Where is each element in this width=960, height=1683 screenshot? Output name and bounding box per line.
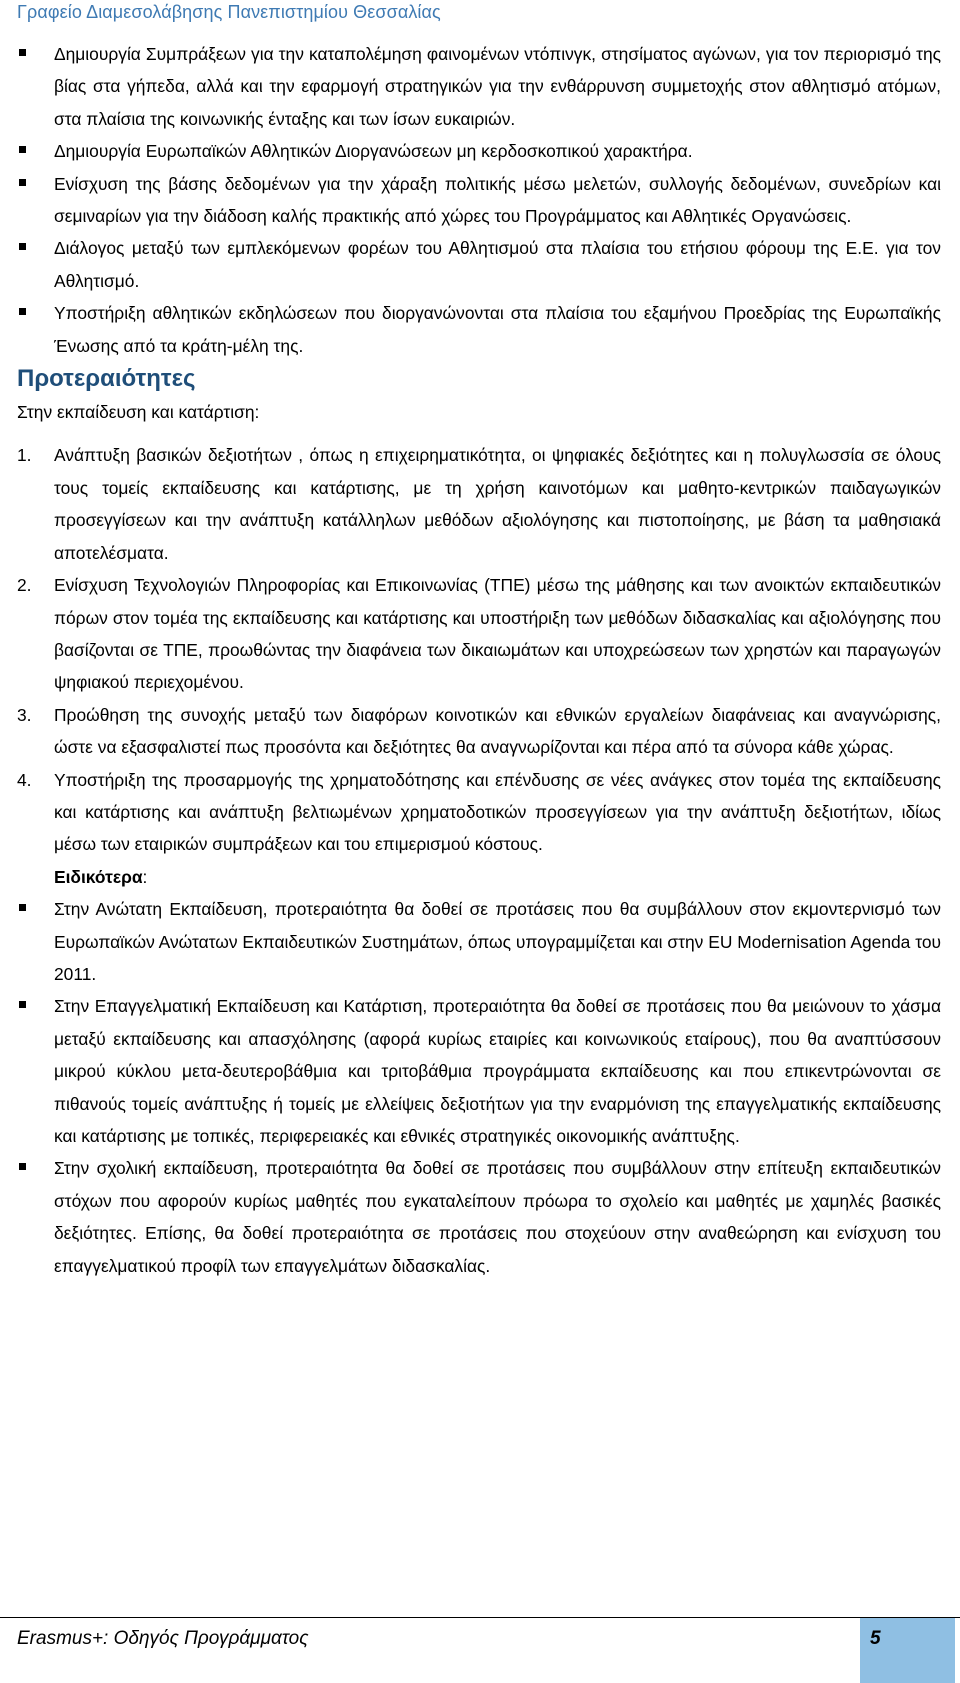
bullet-item (17, 297, 941, 362)
section-subheading: Στην εκπαίδευση και κατάρτιση: (17, 402, 260, 423)
bullet-square-icon (19, 904, 26, 911)
bullet-item (17, 135, 941, 167)
item-text: Ανάπτυξη βασικών δεξιοτήτων , όπως η επιχειρηματικότητα, οι ψηφιακές δεξιότητες και η πολυγλωσσία σε όλους τους τομείς εκπαίδευσης και κατάρτισης, με τη χρήση καινοτόμων και μαθητο-κεντρικών παιδαγωγικών προσεγγίσεων και την ανάπτυξη κατάλληλων μεθόδων αξιολόγησης και πιστοποίησης, με βάση τα μαθησιακά αποτελέσματα. (54, 445, 941, 563)
numbered-item (17, 439, 941, 569)
bullet-item (17, 232, 941, 297)
bullet-text: Δημιουργία Συμπράξεων για την καταπολέμηση φαινομένων ντόπινγκ, στησίματος αγώνων, για τον περιορισμό της βίας στα γήπεδα, αλλά και την εφαρμογή στρατηγικών για την ενθάρρυνση συμμετοχής στον αθλητισμό ατόμων, στα πλαίσια της κοινωνικής ένταξης και των ίσων ευκαιριών. (54, 44, 941, 129)
bullet-item (17, 893, 941, 990)
bullet-square-icon (19, 1163, 26, 1170)
bullet-text: Ενίσχυση της βάσης δεδομένων για την χάραξη πολιτικής μέσω μελετών, συλλογής δεδομένων, συνεδρίων και σεμιναρίων για την διάδοση καλής πρακτικής από χώρες του Προγράμματος και Αθλητικές Οργανώσεις. (54, 173, 941, 227)
bullet-square-icon (19, 146, 26, 153)
numbered-item (17, 764, 941, 861)
item-text: Υποστήριξη της προσαρμογής της χρηματοδότησης και επένδυσης σε νέες ανάγκες στον τομέα της εκπαίδευσης και κατάρτισης και ανάπτυξη βελτιωμένων χρηματοδοτικών προσεγγίσεων για την ανάπτυξη δεξιοτήτων, ιδίως μέσω των εταιρικών συμπράξεων και του επιμερισμού κόστους. (54, 769, 941, 855)
bullet-square-icon (19, 243, 26, 250)
item-number: 2. (17, 575, 32, 596)
bullet-item (17, 990, 941, 1152)
numbered-item (17, 569, 941, 699)
page-number: 5 (870, 1628, 881, 1649)
document-body (17, 38, 941, 1282)
specifically-suffix: : (142, 866, 148, 887)
bullet-text: Στην Ανώτατη Εκπαίδευση, προτεραιότητα θα δοθεί σε προτάσεις που θα συμβάλλουν στον εκμοντερνισμό των Ευρωπαϊκών Ανώτατων Εκπαιδευτικών Συστημάτων, όπως υπογραμμίζεται και στην EU Modernisation Agenda του 2011. (54, 899, 941, 984)
item-number: 4. (17, 769, 32, 790)
specifically-label (17, 861, 941, 893)
item-number: 3. (17, 704, 32, 725)
bullet-text: Διάλογος μεταξύ των εμπλεκόμενων φορέων του Αθλητισμού στα πλαίσια του ετήσιου φόρουμ της Ε.Ε. για τον Αθλητισμό. (54, 238, 941, 291)
bullet-text: Στην Επαγγελματική Εκπαίδευση και Κατάρτιση, προτεραιότητα θα δοθεί σε προτάσεις που θα μειώνουν το χάσμα μεταξύ εκπαίδευσης και απασχόλησης (αφορά κυρίως εταιρίες και κοινωνικούς εταίρους), που θα αναπτύσσουν μικρού κύκλου μετα-δευτεροβάθμια και τριτοβάθμια προγράμματα εκπαίδευσης και που επικεντρώνονται σε πιθανούς τομείς ανάπτυξης ή τομείς με ελλείψεις δεξιοτήτων για την εναρμόνιση της επαγγελματικής εκπαίδευσης και κατάρτισης με τοπικές, περιφερειακές και εθνικές στρατηγικές οικονομικής ανάπτυξης. (54, 996, 941, 1146)
item-text: Ενίσχυση Τεχνολογιών Πληροφορίας και Επικοινωνίας (ΤΠΕ) μέσω της μάθησης και των ανοικτών εκπαιδευτικών πόρων στον τομέα της εκπαίδευσης και κατάρτισης και υποστήριξη των μεθόδων διδασκαλίας και αξιολόγησης που βασίζονται σε ΤΠΕ, προωθώντας την διαφάνεια των δικαιωμάτων και υποχρεώσεων των χρηστών και παραγωγών ψηφιακού περιεχομένου. (54, 575, 941, 693)
bullet-item (17, 38, 941, 135)
footer-divider (0, 1617, 960, 1618)
bullet-text: Στην σχολική εκπαίδευση, προτεραιότητα θα δοθεί σε προτάσεις που συμβάλλουν στην επίτευξη εκπαιδευτικών στόχων που αφορούν κυρίως μαθητές που εγκαταλείπουν πρόωρα το σχολείο και μαθητές με χαμηλές βασικές δεξιότητες. Επίσης, θα δοθεί προτεραιότητα σε προτάσεις που στοχεύουν στην αναθεώρηση και ενίσχυση του επαγγελματικού προφίλ των επαγγελμάτων διδασκαλίας. (54, 1158, 941, 1276)
bullet-text: Δημιουργία Ευρωπαϊκών Αθλητικών Διοργανώσεων μη κερδοσκοπικού χαρακτήρα. (54, 141, 693, 162)
bullet-square-icon (19, 308, 26, 315)
item-number: 1. (17, 445, 32, 466)
footer-title: Erasmus+: Οδηγός Προγράμματος (17, 1628, 309, 1649)
bullet-item (17, 1152, 941, 1282)
bullet-text: Υποστήριξη αθλητικών εκδηλώσεων που διοργανώνονται στα πλαίσια του εξαμήνου Προεδρίας της Ευρωπαϊκής Ένωσης από τα κράτη-μέλη της. (54, 303, 941, 356)
bullet-square-icon (19, 179, 26, 186)
header-title: Γραφείο Διαμεσολάβησης Πανεπιστημίου Θεσσαλίας (17, 2, 441, 22)
bullet-square-icon (19, 49, 26, 56)
bullet-square-icon (19, 1001, 26, 1008)
specifically-bold: Ειδικότερα (54, 866, 143, 887)
numbered-item (17, 699, 941, 764)
section-heading: Προτεραιότητες (17, 365, 196, 393)
bullet-item (17, 168, 941, 233)
item-text: Προώθηση της συνοχής μεταξύ των διαφόρων κοινοτικών και εθνικών εργαλείων διαφάνειας και αναγνώρισης, ώστε να εξασφαλιστεί πως προσόντα και δεξιότητες θα αναγνωρίζονται και πέρα από τα σύνορα κάθε χώρας. (54, 704, 941, 758)
